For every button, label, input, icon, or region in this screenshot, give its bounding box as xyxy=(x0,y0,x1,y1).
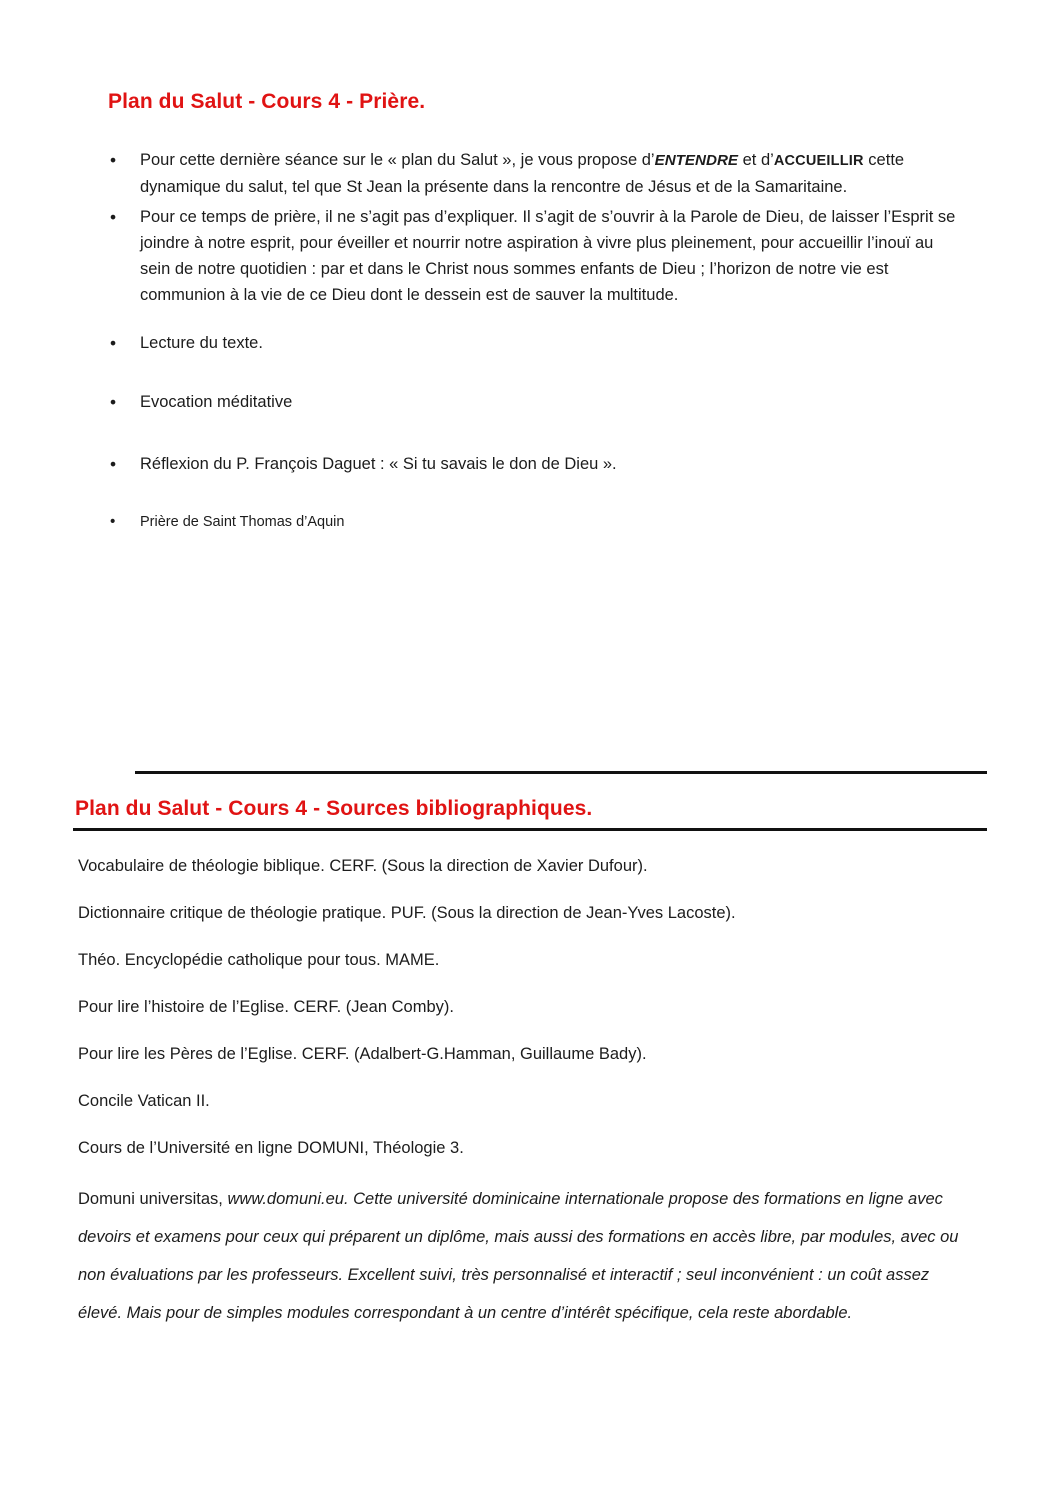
bullet-item-evocation: • Evocation méditative xyxy=(107,389,967,415)
section-divider-bottom xyxy=(73,828,987,831)
bullet1-text-part2: et d’ xyxy=(738,151,774,169)
section-priere-title: Plan du Salut - Cours 4 - Prière. xyxy=(108,90,426,113)
bullet-item-reflexion: • Réflexion du P. François Daguet : « Si tu savais le don de Dieu ». xyxy=(107,451,967,477)
biblio-entry-domuni-cours: Cours de l’Université en ligne DOMUNI, Théologie 3. xyxy=(78,1139,464,1157)
biblio-entry-vocabulaire: Vocabulaire de théologie biblique. CERF. (Sous la direction de Xavier Dufour). xyxy=(78,857,648,875)
bibliography-list xyxy=(78,854,983,1183)
note-prefix: Domuni universitas, xyxy=(78,1190,228,1208)
priere-bullet-list xyxy=(107,147,967,535)
bullet1-emphasis-accueillir: ACCUEILLIR xyxy=(773,153,864,169)
section-biblio-title: Plan du Salut - Cours 4 - Sources bibliographiques. xyxy=(75,797,593,820)
biblio-entry-peres-eglise: Pour lire les Pères de l’Eglise. CERF. (Adalbert-G.Hamman, Guillaume Bady). xyxy=(78,1045,647,1063)
bullet-item-priere-st-thomas: • Prière de Saint Thomas d’Aquin xyxy=(107,509,967,535)
domuni-note-paragraph xyxy=(78,1180,966,1332)
section-divider-top xyxy=(135,771,987,774)
bullet-item-seance xyxy=(107,147,967,200)
bullet1-text-part3: cette dynamique du salut, tel que St Jean la présente dans la rencontre de Jésus et de la Samaritaine. xyxy=(140,151,905,196)
bullet-item-temps-de-priere: • Pour ce temps de prière, il ne s’agit pas d’expliquer. Il s’agit de s’ouvrir à la Parole de Dieu, de laisser l’Esprit se joindre à notre esprit, pour éveiller et nourrir notre aspiration à vivre plus pleinement, pour accueillir l’inouï au sein de notre quotidien : par et dans le Christ nous sommes enfants de Dieu ; l’horizon de notre vie est communion à la vie de ce Dieu dont le dessein est de sauver la multitude. xyxy=(107,204,967,308)
biblio-entry-vatican: Concile Vatican II. xyxy=(78,1092,210,1110)
bullet1-emphasis-entendre: ENTENDRE xyxy=(654,152,739,169)
bullet1-text-part1: Pour cette dernière séance sur le « plan du Salut », je vous propose d’ xyxy=(140,151,655,169)
biblio-entry-theo: Théo. Encyclopédie catholique pour tous. MAME. xyxy=(78,951,440,969)
note-italic-body: www.domuni.eu. Cette université dominicaine internationale propose des formations en ligne avec devoirs et examens pour ceux qui préparent un diplôme, mais aussi des formations en accès libre, par modules, avec ou non évaluations par les professeurs. Excellent suivi, très personnalisé et interactif ; seul inconvénient : un coût assez élevé. Mais pour de simples modules correspondant à un centre d’intérêt spécifique, cela reste abordable. xyxy=(78,1190,959,1322)
biblio-entry-histoire-eglise: Pour lire l’histoire de l’Eglise. CERF. (Jean Comby). xyxy=(78,998,454,1016)
biblio-entry-dictionnaire: Dictionnaire critique de théologie pratique. PUF. (Sous la direction de Jean-Yves Lacoste). xyxy=(78,904,736,922)
bullet-item-lecture: • Lecture du texte. xyxy=(107,330,967,356)
